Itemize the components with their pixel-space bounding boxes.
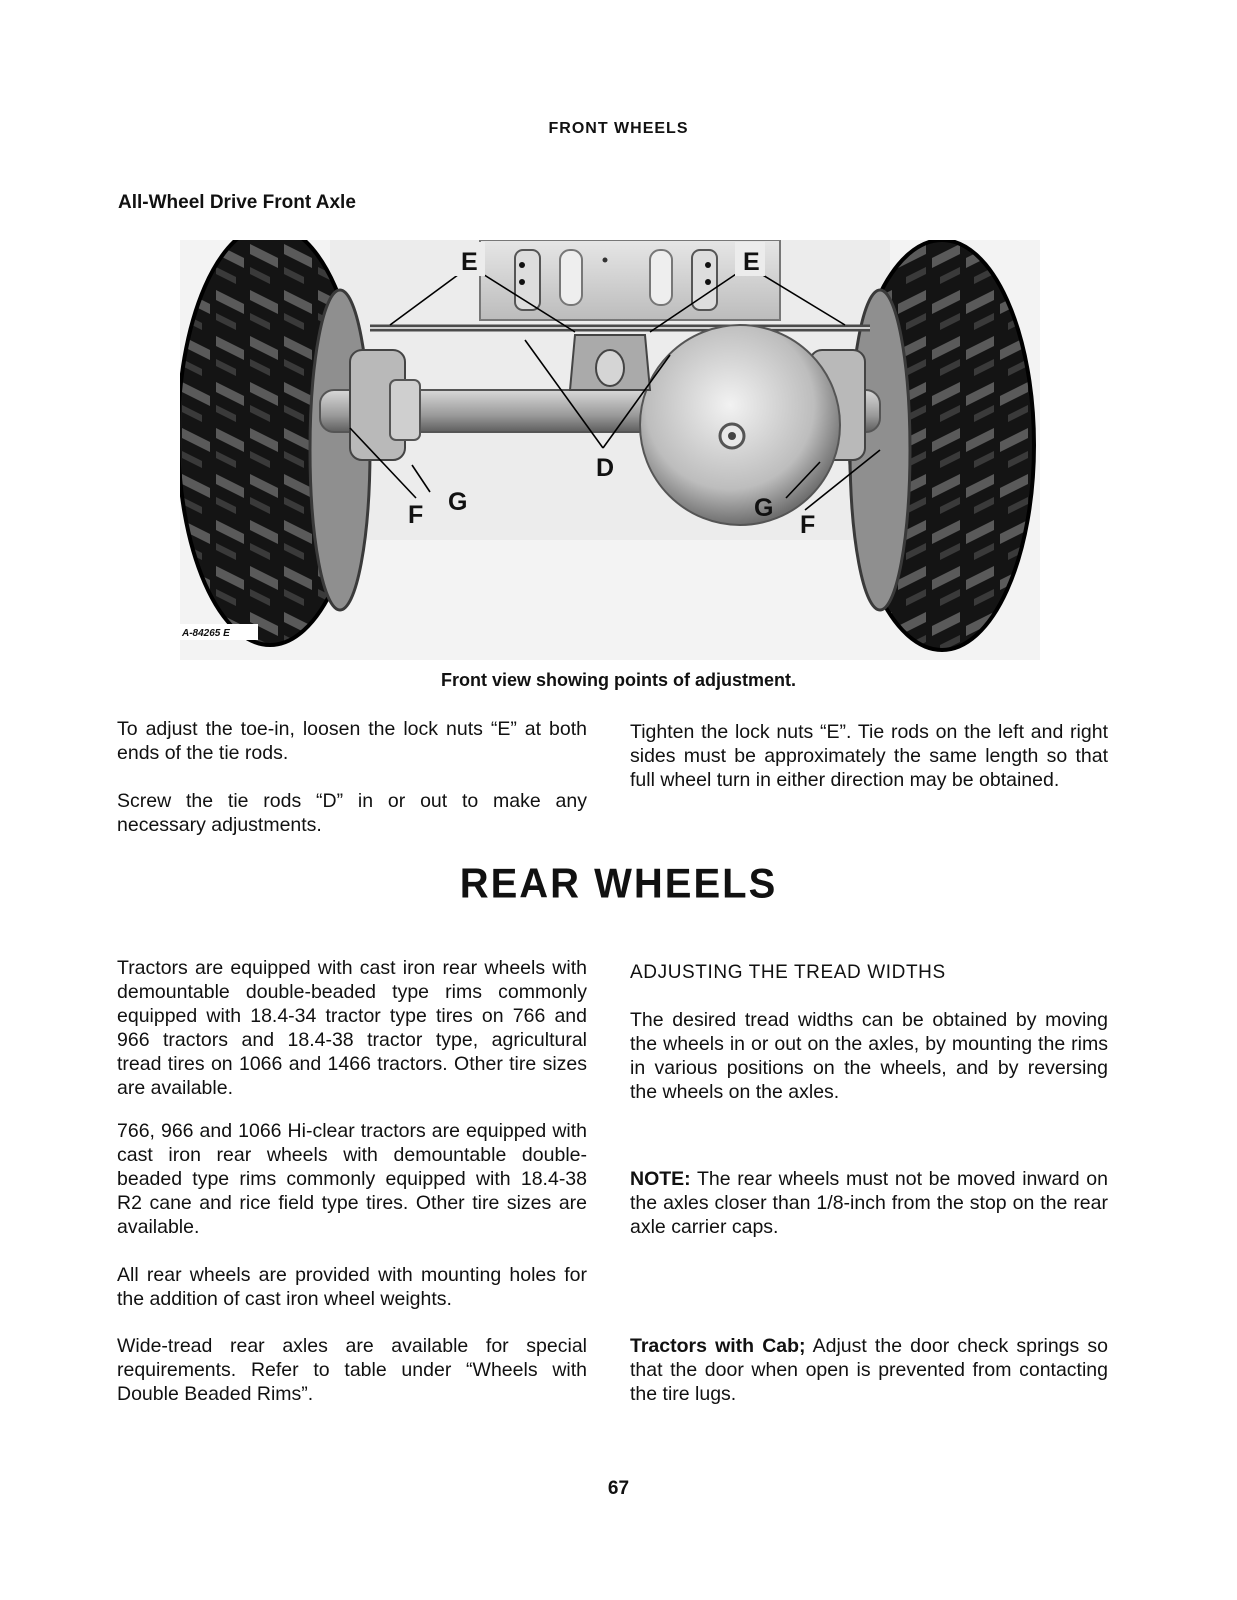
rear-left-paragraph-4: Wide-tread rear axles are available for special requirements. Refer to table under “Wheels with Double Beaded Rims”. [117,1335,587,1405]
callout-f-right: F [800,511,816,539]
note-text: The rear wheels must not be moved inward on the axles closer than 1/8-inch from the stop on the rear axle carrier caps. [630,1168,1108,1238]
adjusting-heading: ADJUSTING THE TREAD WIDTHS [630,962,946,983]
page-number: 67 [607,1478,630,1499]
note-label: NOTE: [630,1168,691,1190]
callout-g-left: G [448,488,468,516]
adjusting-paragraph: The desired tread widths can be obtained by moving the wheels in or out on the axles, by mounting the rims in various positions on the wheels, and by reversing the wheels on the axles. [630,1009,1108,1103]
cab-text: Adjust the door check springs so that the door when open is prevented from contacting the tire lugs. [630,1335,1108,1405]
rear-wheels-title: REAR WHEELS [459,860,778,908]
note-paragraph [630,1167,1108,1239]
rear-left-paragraph-1: Tractors are equipped with cast iron rear wheels with demountable double-beaded type rims commonly equipped with 18.4-34 tractor type tires on 766 and 966 tractors and 18.4-38 tractor type, agricultural tread tires on 1066 and 1466 tractors. Other tire sizes are available. [117,957,587,1099]
callout-g-right: G [754,494,774,522]
figure-caption: Front view showing points of adjustment. [441,670,796,690]
rear-left-paragraph-2: 766, 966 and 1066 Hi-clear tractors are equipped with cast iron rear wheels with demountable double-beaded type rims commonly equipped with 18.4-38 R2 cane and rice field type tires. Other tire sizes are available. [117,1120,587,1238]
callout-d: D [596,454,615,482]
front-axle-figure [180,240,1040,660]
section-header: FRONT WHEELS [548,120,689,137]
front-axle-illustration [180,240,1040,660]
cab-label: Tractors with Cab; [630,1335,806,1357]
callout-f-left: F [408,501,424,529]
cab-paragraph [630,1334,1108,1406]
subhead-front-axle: All-Wheel Drive Front Axle [118,192,356,213]
callout-e-left: E [461,248,478,276]
front-left-paragraph-2: Screw the tie rods “D” in or out to make any necessary adjustments. [117,790,587,836]
front-right-paragraph: Tighten the lock nuts “E”. Tie rods on the left and right sides must be approximately the same length so that full wheel turn in either direction may be obtained. [630,721,1108,791]
photo-id: A-84265 E [182,628,230,639]
callout-e-right: E [743,248,760,276]
rear-left-paragraph-3: All rear wheels are provided with mounting holes for the addition of cast iron wheel weights. [117,1264,587,1310]
front-left-paragraph-1: To adjust the toe-in, loosen the lock nuts “E” at both ends of the tie rods. [117,718,587,764]
